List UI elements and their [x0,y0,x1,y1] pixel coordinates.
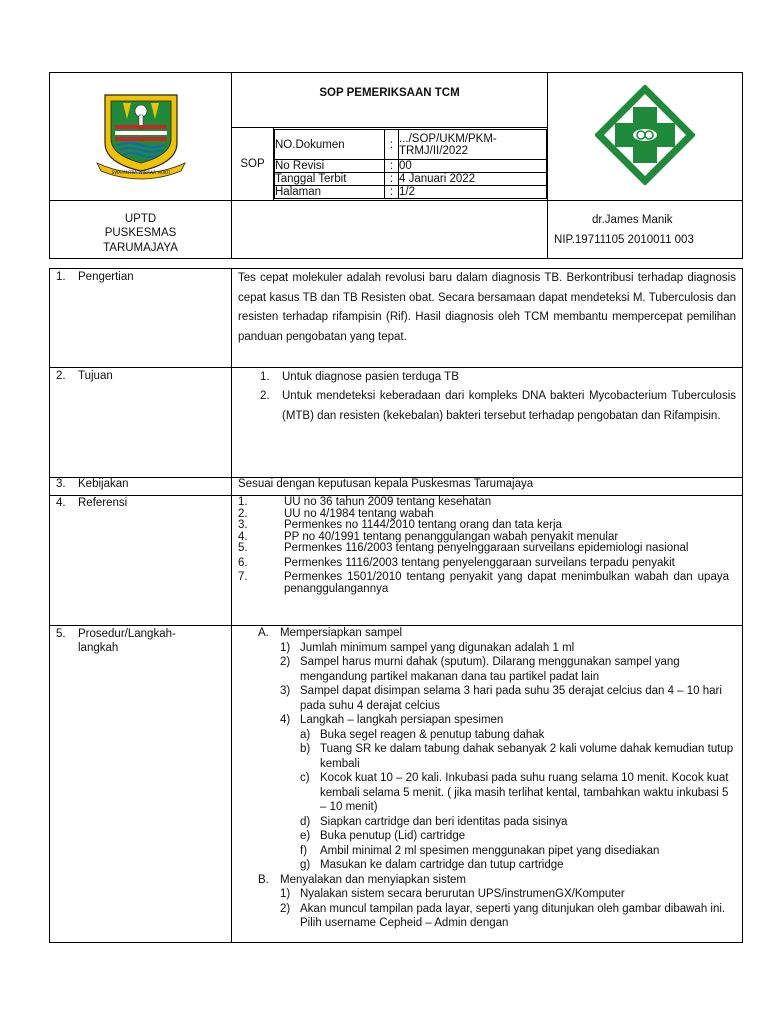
list-item [300,858,736,873]
step-title: Mempersiapkan sampel [280,627,403,639]
list-item-text: Nyalakan sistem secara berurutan UPS/instrumenGX/Komputer [300,888,625,900]
section-label-cell [50,368,232,478]
list-item-text: UU no 36 tahun 2009 tentang kesehatan [284,496,492,508]
list-item-text: Permenkes 1501/2010 tentang penyakit yang dapat menimbulkan wabah dan upaya penanggulangannya [284,571,729,595]
section-tujuan [50,368,743,478]
list-item-text: Langkah – langkah persiapan spesimen [300,714,504,726]
list-item-number: 3. [238,519,248,531]
field-sep: : [385,186,399,199]
list-item-number: d) [300,815,311,828]
document-title: SOP PEMERIKSAAN TCM [232,73,548,128]
field-row-tanggal-terbit [275,173,547,186]
list-item-number: 2. [260,390,270,402]
list-item [300,829,736,844]
list-item [238,543,736,555]
section-number: 3. [56,478,66,490]
list-item [260,387,736,426]
list-item-number: a) [300,728,311,741]
kebijakan-text: Sesuai dengan keputusan kepala Puskesmas Tarumajaya [232,478,743,496]
signer-nip: NIP.19711105 2010011 003 [554,233,694,246]
list-item-text: Buka penutup (Lid) cartridge [320,830,466,842]
puskesmas-cross-icon [595,85,695,185]
list-item [280,902,736,931]
list-item [300,771,736,815]
list-item-number: b) [300,743,311,755]
section-number: 1. [56,271,66,283]
list-item-number: e) [300,830,311,842]
list-item-number: 2) [280,656,291,668]
list-item-text: Sampel harus murni dahak (sputum). Dilarang menggunakan sampel yang mengandung partikel makanan dana tau partikel padat lain [300,656,680,683]
sop-label: SOP [232,128,274,201]
regency-logo-cell [50,73,232,201]
list-item-text: Untuk diagnose pasien terduga TB [282,371,459,383]
list-item-number: g) [300,859,311,871]
section-label: Kebijakan [78,478,129,490]
org-line-3: TARUMAJAYA [103,241,178,254]
list-item-text: Akan muncul tampilan pada layar, seperti yang ditunjukan oleh gambar dibawah ini. Pilih username Cepheid – Admin dengan [300,902,726,929]
step-title: Menyalakan dan menyiapkan sistem [280,873,467,886]
list-item [238,520,736,532]
list-item-text: Ambil minimal 2 ml spesimen menggunakan pipet yang disediakan [320,844,660,857]
crest-motto: SWATANTRA WIBAWA MUKTI [111,170,170,175]
list-item-text: Permenkes 116/2003 tentang penyelnggaraan surveilans epidemiologi nasional [284,542,689,554]
list-item-number: 2) [280,902,291,915]
referensi-list [232,496,743,626]
list-item [238,572,736,595]
list-item-text: Sampel dapat disimpan selama 3 hari pada suhu 35 derajat celcius dan 4 – 10 hari pada suhu 4 derajat celcius [300,685,722,712]
list-item-number: 1. [260,371,270,383]
field-label: No Revisi [275,160,385,173]
list-item [238,558,736,570]
list-item-text: Siapkan cartridge dan beri identitas pada sisinya [320,815,568,828]
section-number: 5. [56,628,66,640]
list-item-text: PP no 40/1991 tentang penanggulangan wabah penyakit menular [284,530,619,543]
list-item [280,655,736,684]
tujuan-list [232,368,743,478]
list-item [280,641,736,656]
prosedur-content [232,626,743,943]
field-sep: : [385,160,399,173]
blank-cell [232,201,548,259]
field-value: 00 [399,160,547,173]
section-pengertian [50,269,743,368]
org-line-1: UPTD [124,212,157,225]
section-prosedur [50,626,743,943]
list-item-text: Permenkes 1116/2003 tentang penyelenggaraan surveilans terpadu penyakit [284,556,675,569]
list-item-number: f) [300,844,308,857]
list-item-number: 6. [238,556,248,569]
list-item-number: 1) [280,641,291,654]
field-value: 1/2 [399,186,547,199]
list-item [280,684,736,713]
list-item-text: UU no 4/1984 tentang wabah [284,507,434,520]
list-item [260,368,736,387]
sop-content-table [49,268,743,943]
list-item-number: 1. [238,496,248,508]
section-label: Referensi [78,497,128,509]
list-item [300,728,736,743]
field-value: .../SOP/UKM/PKM-TRMJ/II/2022 [399,130,547,160]
list-item-number: 4) [280,714,291,726]
list-item-number: 3) [280,685,291,697]
sop-header-table [49,72,743,259]
list-item-text: Buka segel reagen & penutup tabung dahak [320,728,545,741]
section-number: 4. [56,497,66,509]
field-row-no-dokumen [275,130,547,160]
list-item-text: Tuang SR ke dalam tabung dahak sebanyak 2 kali volume dahak kemudian tutup kembali [320,743,734,770]
list-item-number: 2. [238,507,248,520]
list-item-text: Kocok kuat 10 – 20 kali. Inkubasi pada suhu ruang selama 10 menit. Kocok kuat kembali selama 5 menit. ( jika masih terlihat kental, tambahkan waktu inkubasi 5 – 10 menit) [320,772,729,813]
section-referensi [50,496,743,626]
section-label-cell [50,626,232,943]
section-label: Tujuan [78,370,113,382]
field-value: 4 Januari 2022 [399,173,547,186]
step-letter: A. [258,627,269,639]
document-fields [274,129,547,199]
section-label: Pengertian [78,271,134,283]
document-fields-cell [274,128,548,201]
organization-cell [50,201,232,259]
health-logo-cell [548,73,743,201]
signer-name: dr.James Manik [592,213,673,226]
list-item [300,742,736,771]
field-row-no-revisi [275,160,547,173]
field-sep: : [385,130,399,160]
step-a [258,626,736,641]
list-item-number: 5. [238,542,248,554]
list-item-text: Masukan ke dalam cartridge dan tutup cartridge [320,859,564,871]
list-item-text: Jumlah minimum sampel yang digunakan adalah 1 ml [300,641,575,654]
field-label: Tanggal Terbit [275,173,385,186]
list-item [280,713,736,728]
org-line-2: PUSKESMAS [104,227,177,240]
step-letter: B. [258,873,269,886]
step-b [258,873,736,888]
section-label-cell [50,478,232,496]
list-item [238,497,736,509]
section-number: 2. [56,370,66,382]
section-kebijakan [50,478,743,496]
list-item-text: Permenkes no 1144/2010 tentang orang dan tata kerja [284,519,562,531]
field-label: Halaman [275,186,385,199]
pengertian-text: Tes cepat molekuler adalah revolusi baru dalam diagnosis TB. Berkontribusi terhadap diagnosis cepat kasus TB dan TB Resisten obat. Secara bersamaan dapat mendeteksi M. Tuberculosis dan resisten terhadap rifampisin (Rif). Hasil diagnosis oleh TCM membantu mempercepat pemilihan panduan pengobatan yang tepat. [232,269,743,368]
list-item-number: 7. [238,571,248,583]
list-item [300,815,736,830]
list-item-number: c) [300,772,310,784]
list-item [300,844,736,859]
field-row-halaman [275,186,547,199]
section-label-cell [50,496,232,626]
list-item [280,887,736,902]
bekasi-crest-icon [93,89,189,181]
field-sep: : [385,173,399,186]
list-item-number: 4. [238,530,248,543]
field-label: NO.Dokumen [275,130,385,160]
section-label: Prosedur/Langkah-langkah [78,628,176,654]
signer-cell [548,201,743,259]
section-label-cell [50,269,232,368]
list-item-number: 1) [280,888,291,900]
list-item-text: Untuk mendeteksi keberadaan dari kompleks DNA bakteri Mycobacterium Tuberculosis (MTB) dan resisten (kekebalan) bakteri tersebut terhadap pengobatan dan Rifampisin. [282,390,736,422]
